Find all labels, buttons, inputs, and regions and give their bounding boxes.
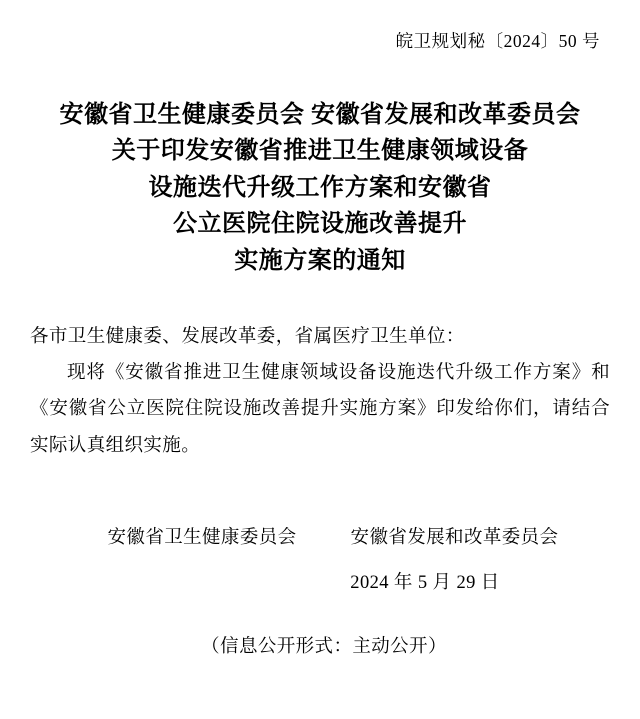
document-page bbox=[0, 28, 640, 719]
signature-date: 2024 年 5 月 29 日 bbox=[350, 572, 500, 593]
signature-issuer-2: 安徽省发展和改革委员会 bbox=[350, 527, 559, 548]
disclosure-note: （信息公开形式：主动公开） bbox=[201, 636, 447, 657]
title-line-3: 设施迭代升级工作方案和安徽省 bbox=[148, 174, 492, 201]
signature-block bbox=[26, 520, 614, 602]
signature-row bbox=[26, 520, 614, 557]
document-body bbox=[26, 319, 614, 463]
document-number: 皖卫规划秘〔2024〕50 号 bbox=[395, 31, 600, 51]
body-paragraph: 现将《安徽省推进卫生健康领域设备设施迭代升级工作方案》和《安徽省公立医院住院设施改善提升实施方案》印发给你们，请结合实际认真组织实施。 bbox=[30, 363, 610, 456]
signature-issuer-1: 安徽省卫生健康委员会 bbox=[107, 527, 297, 548]
document-title bbox=[26, 97, 614, 279]
title-line-1: 安徽省卫生健康委员会 安徽省发展和改革委员会 bbox=[59, 102, 581, 128]
title-line-4: 公立医院住院设施改善提升 bbox=[173, 211, 467, 238]
title-line-2: 关于印发安徽省推进卫生健康领域设备 bbox=[111, 138, 529, 165]
salutation: 各市卫生健康委、发展改革委，省属医疗卫生单位： bbox=[30, 327, 465, 348]
title-line-5: 实施方案的通知 bbox=[234, 247, 406, 274]
